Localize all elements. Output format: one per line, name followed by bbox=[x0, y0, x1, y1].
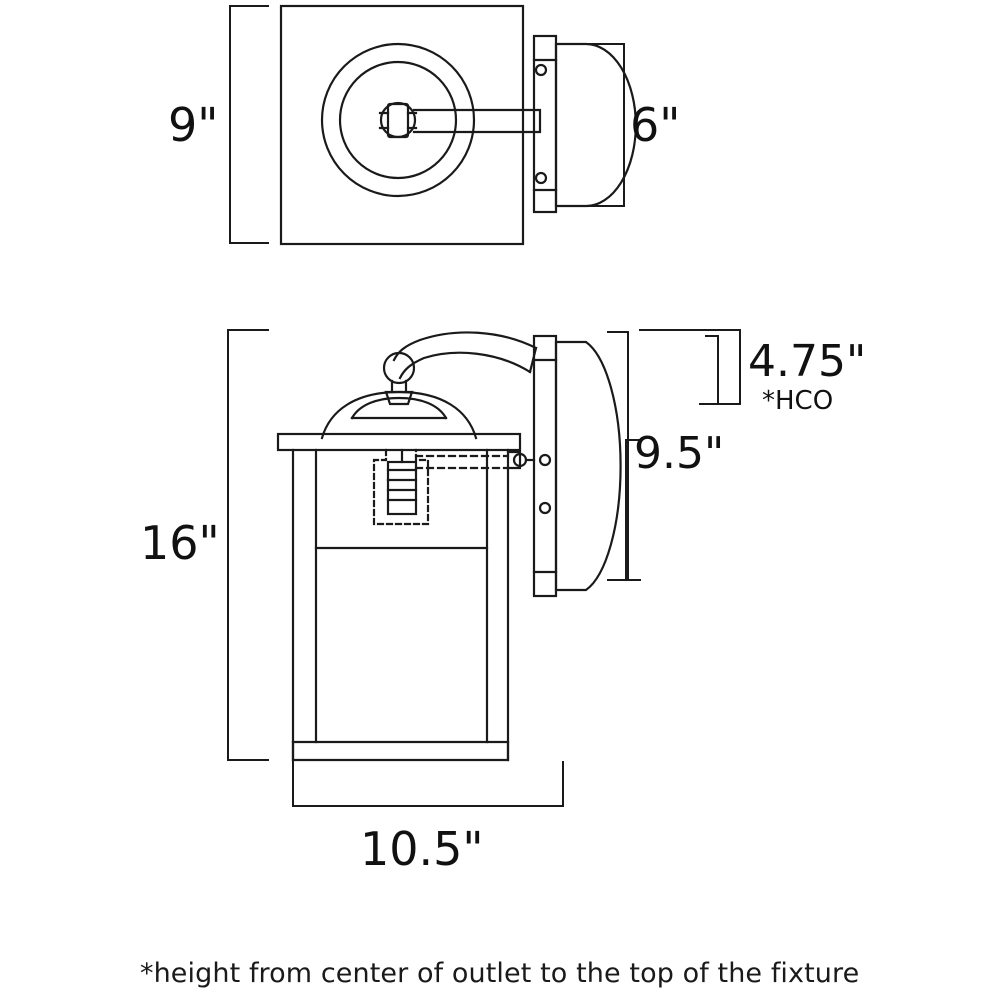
dimension-label-extension: 10.5" bbox=[360, 822, 484, 876]
dimension-label-depth-top: 6" bbox=[630, 98, 681, 152]
dimension-label-center-to-top: 9.5" bbox=[634, 428, 725, 479]
dimension-label-hco: 4.75" bbox=[748, 336, 867, 387]
dimension-label-hco-note: *HCO bbox=[762, 386, 834, 416]
dimension-label-height: 16" bbox=[140, 516, 220, 570]
footnote-text: *height from center of outlet to the top of the fixture bbox=[140, 958, 860, 989]
side-view-group bbox=[228, 330, 740, 806]
top-view-group bbox=[230, 6, 636, 244]
dimension-label-width-top: 9" bbox=[168, 98, 219, 152]
